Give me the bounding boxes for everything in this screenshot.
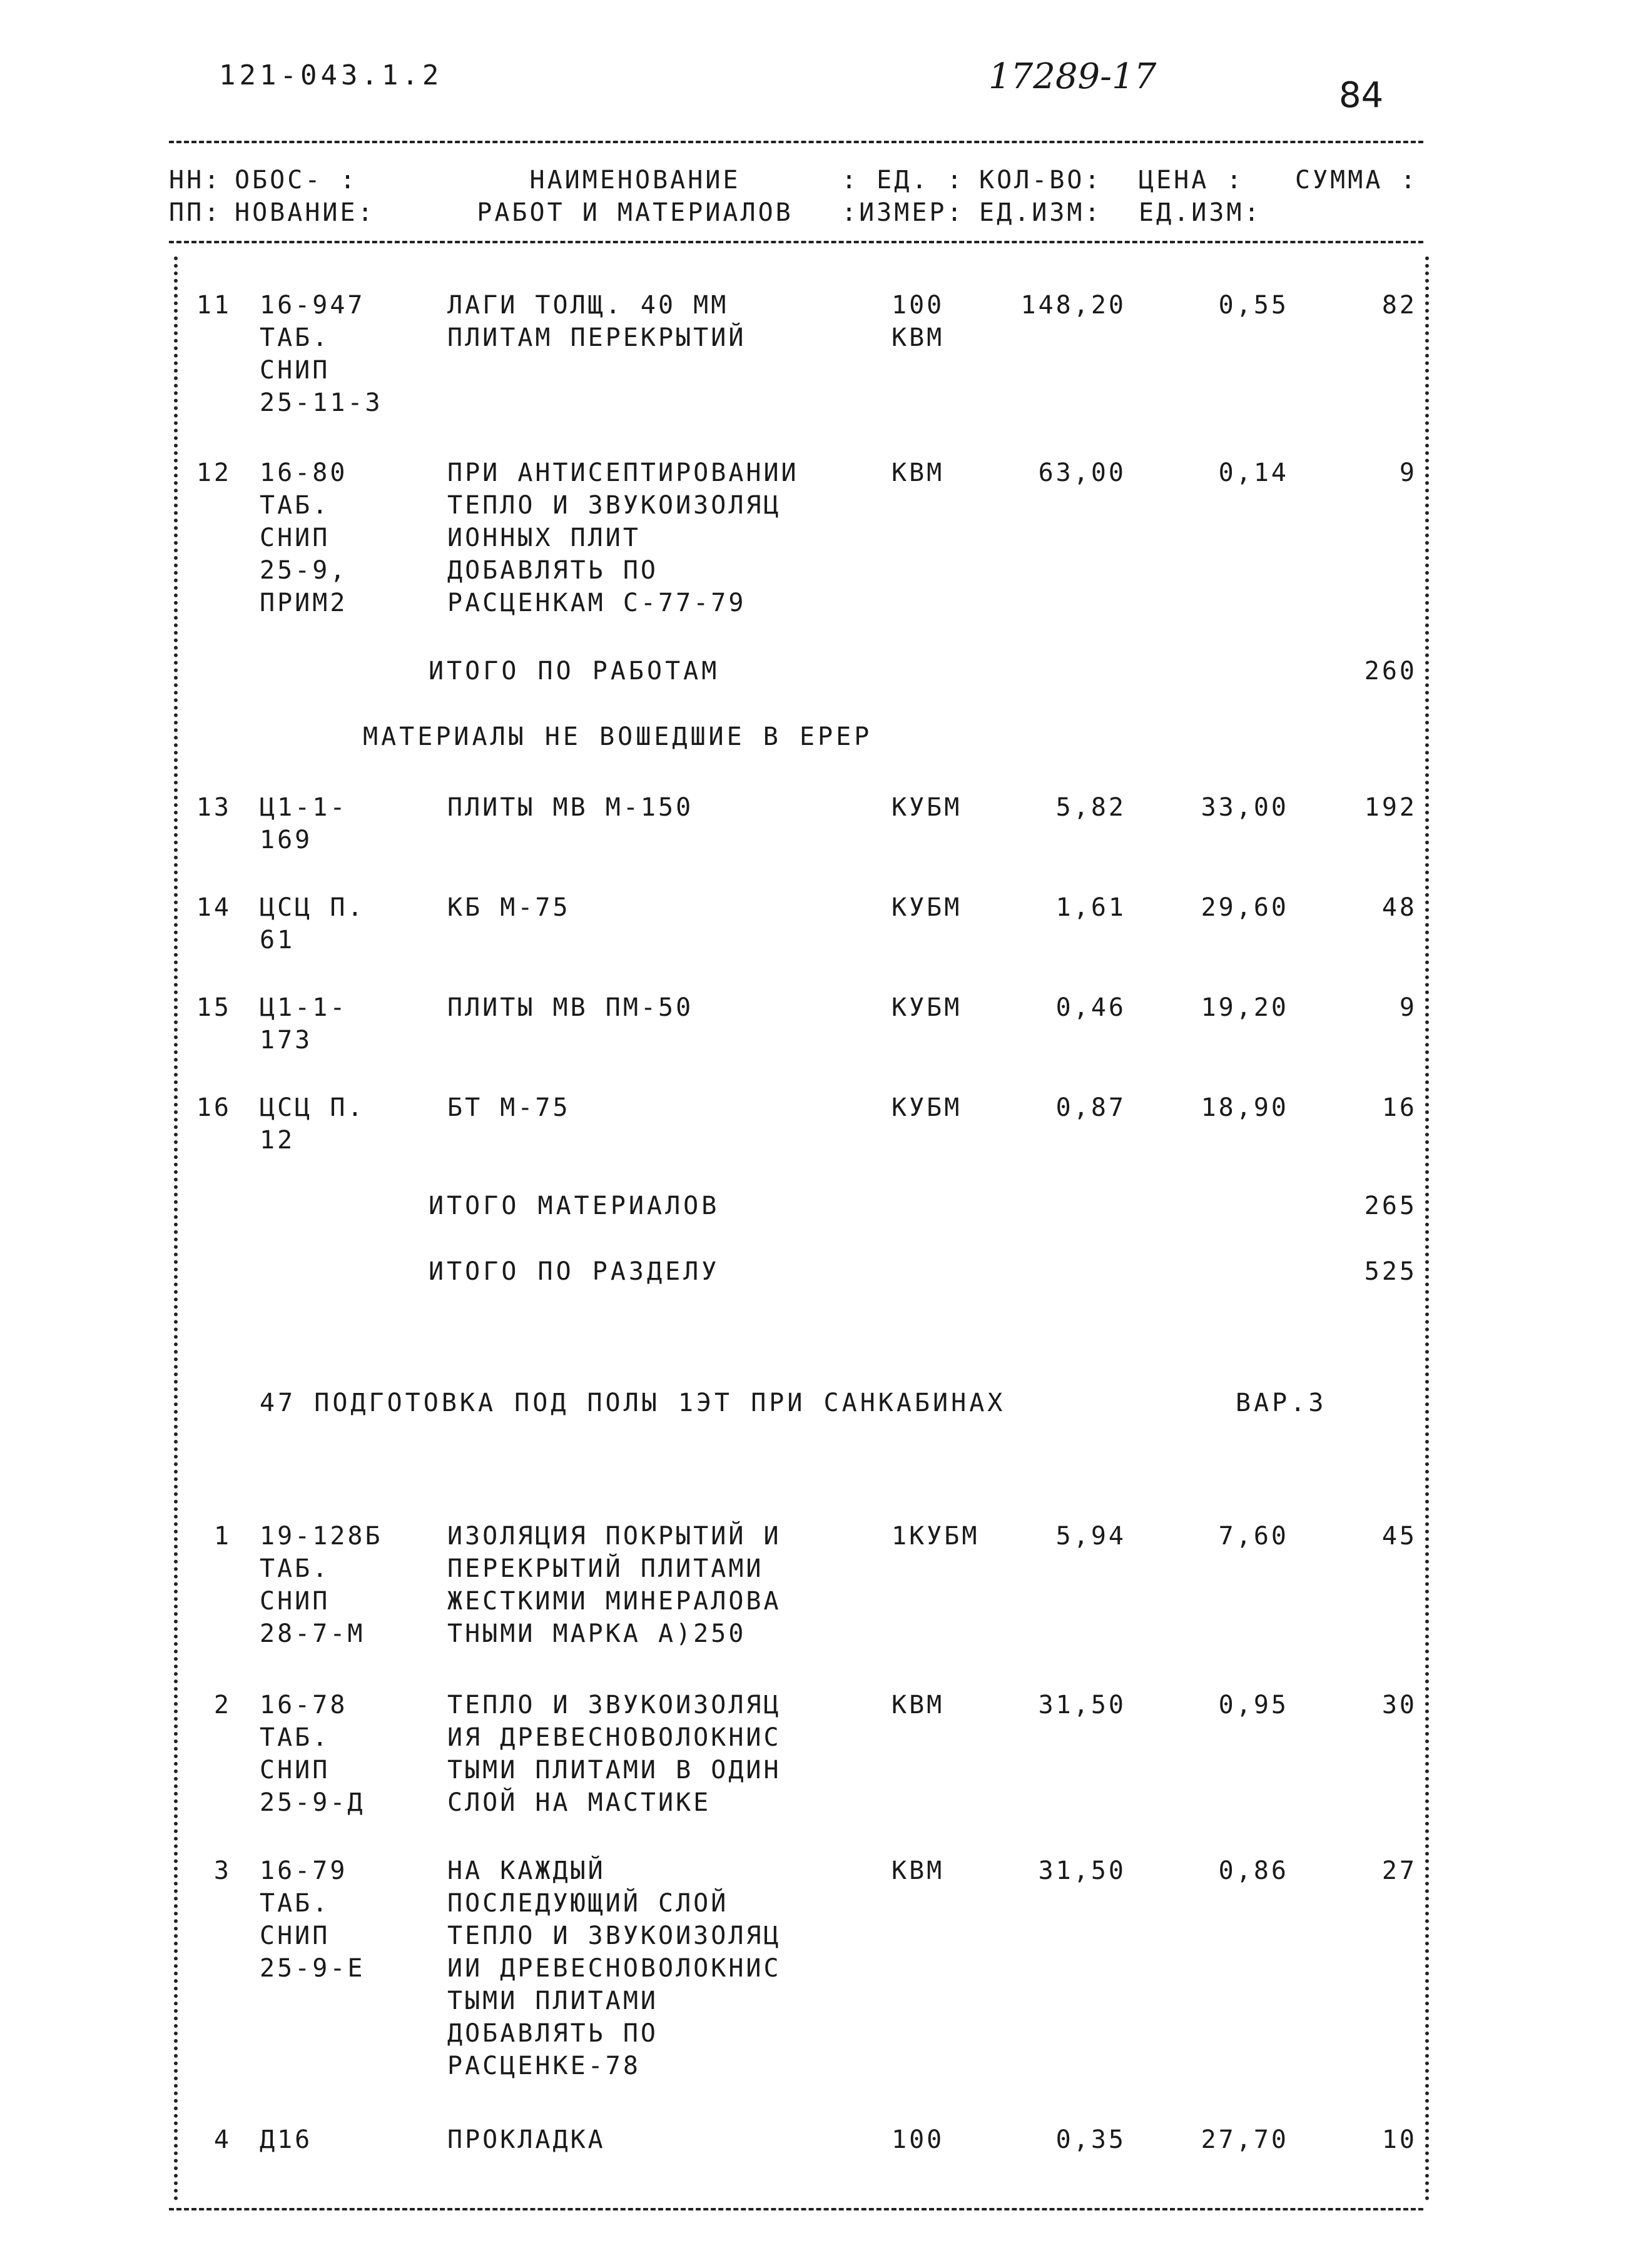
row-unit: КВМ bbox=[892, 458, 945, 487]
row-number: 13 bbox=[196, 793, 231, 822]
row-sum: 192 bbox=[1364, 793, 1417, 822]
row-price: 27,70 bbox=[1201, 2125, 1289, 2154]
row-unit: КВМ bbox=[892, 1691, 945, 1719]
row-unit: КУБМ bbox=[892, 993, 962, 1022]
subtotal-works-sum: 260 bbox=[1364, 657, 1417, 686]
row-sum: 48 bbox=[1381, 893, 1417, 922]
row-qty: 31,50 bbox=[1038, 1856, 1126, 1885]
row-code: 16-80 ТАБ. СНИП 25-9, ПРИМ2 bbox=[260, 458, 348, 617]
row-qty: 1,61 bbox=[1055, 893, 1126, 922]
header-col-qty: КОЛ-ВО: ЕД.ИЗМ: bbox=[979, 166, 1102, 227]
row-name: ЛАГИ ТОЛЩ. 40 ММ ПЛИТАМ ПЕРЕКРЫТИЙ bbox=[447, 291, 746, 352]
row-number: 1 bbox=[213, 1522, 231, 1551]
row-code: Ц1-1- 173 bbox=[260, 993, 348, 1055]
row-name: ПРОКЛАДКА bbox=[447, 2125, 606, 2154]
document-code: 121-043.1.2 bbox=[219, 59, 443, 91]
row-number: 15 bbox=[196, 993, 231, 1022]
subtotal-section-label: ИТОГО ПО РАЗДЕЛУ bbox=[429, 1257, 720, 1286]
subtotal-materials-label: ИТОГО МАТЕРИАЛОВ bbox=[429, 1192, 720, 1220]
row-code: 16-78 ТАБ. СНИП 25-9-Д bbox=[260, 1691, 365, 1817]
row-name: КБ М-75 bbox=[447, 893, 571, 922]
row-name: НА КАЖДЫЙ ПОСЛЕДУЮЩИЙ СЛОЙ ТЕПЛО И ЗВУКОИЗОЛЯЦ ИИ ДРЕВЕСНОВОЛОКНИС ТЫМИ ПЛИТАМИ ДОБАВЛЯТЬ ПО РАСЦЕНКЕ-78 bbox=[447, 1856, 781, 2080]
section-variant: ВАР.3 bbox=[1236, 1389, 1327, 1417]
row-price: 0,55 bbox=[1218, 291, 1289, 320]
row-name: ПРИ АНТИСЕПТИРОВАНИИ ТЕПЛО И ЗВУКОИЗОЛЯЦ ИОННЫХ ПЛИТ ДОБАВЛЯТЬ ПО РАСЦЕНКАМ С-77-79 bbox=[447, 458, 799, 617]
row-code: ЦСЦ П. 61 bbox=[260, 893, 365, 954]
row-unit: КВМ bbox=[892, 1856, 945, 1885]
materials-heading: МАТЕРИАЛЫ НЕ ВОШЕДШИЕ В ЕРЕР bbox=[363, 722, 873, 751]
row-unit: 1КУБМ bbox=[892, 1522, 980, 1551]
row-price: 0,95 bbox=[1218, 1691, 1289, 1719]
row-name: ПЛИТЫ МВ ПМ-50 bbox=[447, 993, 694, 1022]
row-qty: 5,94 bbox=[1055, 1522, 1126, 1551]
row-code: 16-79 ТАБ. СНИП 25-9-Е bbox=[260, 1856, 365, 1983]
row-qty: 0,35 bbox=[1055, 2125, 1126, 2154]
row-number: 2 bbox=[213, 1691, 231, 1719]
page-number: 84 bbox=[1339, 75, 1384, 116]
header-bottom-border bbox=[169, 241, 1423, 243]
row-number: 14 bbox=[196, 893, 231, 922]
row-sum: 45 bbox=[1381, 1522, 1417, 1551]
row-sum: 9 bbox=[1399, 993, 1417, 1022]
row-sum: 10 bbox=[1381, 2125, 1417, 2154]
table-top-border bbox=[169, 141, 1423, 143]
row-number: 12 bbox=[196, 458, 231, 487]
row-name: БТ М-75 bbox=[447, 1093, 571, 1122]
row-unit: 100 bbox=[892, 2125, 945, 2154]
row-number: 3 bbox=[213, 1856, 231, 1885]
row-number: 11 bbox=[196, 291, 231, 320]
row-number: 16 bbox=[196, 1093, 231, 1122]
header-col-name: НАИМЕНОВАНИЕ РАБОТ И МАТЕРИАЛОВ bbox=[477, 166, 793, 227]
row-price: 0,86 bbox=[1218, 1856, 1289, 1885]
row-code: ЦСЦ П. 12 bbox=[260, 1093, 365, 1155]
right-dotted-border bbox=[1425, 256, 1429, 2202]
handwritten-number: 17289-17 bbox=[988, 56, 1157, 97]
row-unit: КУБМ bbox=[892, 793, 962, 822]
subtotal-works-label: ИТОГО ПО РАБОТАМ bbox=[429, 657, 720, 686]
header-col-code: ОБОС- : НОВАНИЕ: bbox=[235, 166, 375, 227]
row-price: 33,00 bbox=[1201, 793, 1289, 822]
section-heading: 47 ПОДГОТОВКА ПОД ПОЛЫ 1ЭТ ПРИ САНКАБИНАХ bbox=[260, 1389, 1006, 1417]
header-col-unit: : ЕД. : :ИЗМЕР: bbox=[841, 166, 965, 227]
row-sum: 27 bbox=[1381, 1856, 1417, 1885]
row-code: Ц1-1- 169 bbox=[260, 793, 348, 854]
row-price: 29,60 bbox=[1201, 893, 1289, 922]
row-price: 19,20 bbox=[1201, 993, 1289, 1022]
row-sum: 9 bbox=[1399, 458, 1417, 487]
row-qty: 0,87 bbox=[1055, 1093, 1126, 1122]
row-code: 16-947 ТАБ. СНИП 25-11-3 bbox=[260, 291, 383, 417]
row-number: 4 bbox=[213, 2125, 231, 2154]
table-bottom-border bbox=[169, 2208, 1423, 2210]
header-col-sum: СУММА : bbox=[1295, 166, 1418, 195]
row-qty: 0,46 bbox=[1055, 993, 1126, 1022]
header-col-num: НН: ПП: bbox=[169, 166, 222, 227]
header-col-price: ЦЕНА : ЕД.ИЗМ: bbox=[1139, 166, 1262, 227]
row-qty: 63,00 bbox=[1038, 458, 1126, 487]
left-dotted-border bbox=[174, 256, 178, 2202]
row-code: Д16 bbox=[260, 2125, 313, 2154]
row-sum: 16 bbox=[1381, 1093, 1417, 1122]
row-sum: 30 bbox=[1381, 1691, 1417, 1719]
row-price: 0,14 bbox=[1218, 458, 1289, 487]
row-price: 7,60 bbox=[1218, 1522, 1289, 1551]
row-sum: 82 bbox=[1381, 291, 1417, 320]
row-qty: 148,20 bbox=[1020, 291, 1126, 320]
subtotal-materials-sum: 265 bbox=[1364, 1192, 1417, 1220]
row-unit: КУБМ bbox=[892, 1093, 962, 1122]
row-qty: 31,50 bbox=[1038, 1691, 1126, 1719]
row-name: ПЛИТЫ МВ М-150 bbox=[447, 793, 694, 822]
row-code: 19-128Б ТАБ. СНИП 28-7-М bbox=[260, 1522, 383, 1648]
row-unit: КУБМ bbox=[892, 893, 962, 922]
row-name: ИЗОЛЯЦИЯ ПОКРЫТИЙ И ПЕРЕКРЫТИЙ ПЛИТАМИ ЖЕСТКИМИ МИНЕРАЛОВА ТНЫМИ МАРКА А)250 bbox=[447, 1522, 781, 1648]
row-unit: 100 КВМ bbox=[892, 291, 945, 352]
row-price: 18,90 bbox=[1201, 1093, 1289, 1122]
row-qty: 5,82 bbox=[1055, 793, 1126, 822]
row-name: ТЕПЛО И ЗВУКОИЗОЛЯЦ ИЯ ДРЕВЕСНОВОЛОКНИС ТЫМИ ПЛИТАМИ В ОДИН СЛОЙ НА МАСТИКЕ bbox=[447, 1691, 781, 1817]
subtotal-section-sum: 525 bbox=[1364, 1257, 1417, 1286]
